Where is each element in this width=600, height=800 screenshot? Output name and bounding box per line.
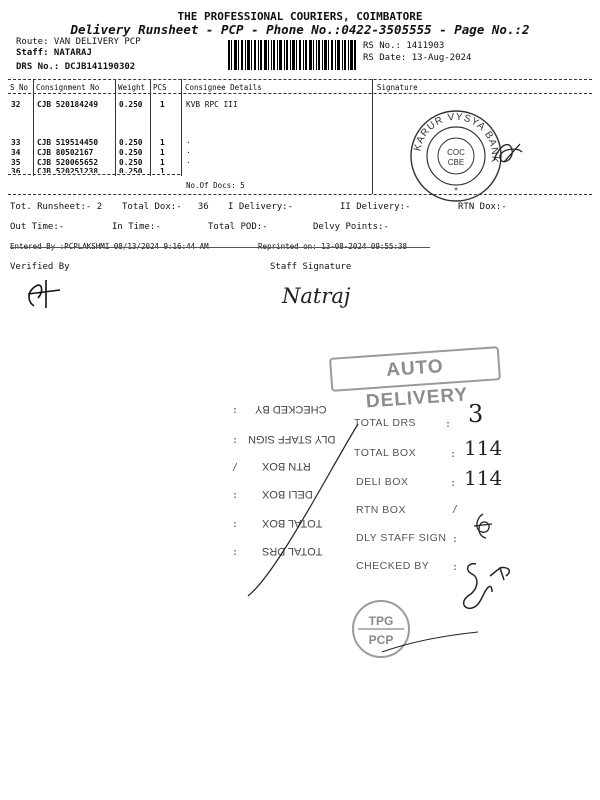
table-row-weight: 0.250 <box>119 158 143 167</box>
table-row-consignment: CJB 520251238 <box>37 167 99 173</box>
table-row-details: . <box>186 156 191 165</box>
total-pod: Total POD:- <box>208 222 268 232</box>
rtn-dox: RTN Dox:- <box>458 202 507 212</box>
entered-by: Entered By :PCPLAKSHMI 08/13/2024 9:16:44 AM <box>10 242 209 251</box>
svg-text:*: * <box>453 186 459 195</box>
table-row-weight: 0.250 <box>119 138 143 147</box>
tally-staff-sign-label: DLY STAFF SIGN <box>356 532 447 544</box>
table-row-details: . <box>186 136 191 145</box>
drs-number: DRS No.: DCJB141190302 <box>16 62 136 72</box>
table-row-sno: 33 <box>11 138 21 147</box>
pen-stroke <box>240 420 360 600</box>
i-delivery: I Delivery:- <box>228 202 294 212</box>
tally-total-drs-value: 3 <box>468 400 484 428</box>
inverted-rtn-box: RTN BOX <box>262 460 311 472</box>
table-row-weight: 0.250 <box>119 148 143 157</box>
verified-by-label: Verified By <box>10 262 70 272</box>
barcode <box>228 40 356 70</box>
table-row-details: KVB RPC III <box>186 100 238 109</box>
table-row-sno: 36 <box>11 167 21 173</box>
tally-rtn-box-label: RTN BOX <box>356 504 406 516</box>
tpg-stamp-stroke <box>380 630 480 656</box>
out-time: Out Time:- <box>10 222 65 232</box>
rs-number: RS No.: 1411903 <box>363 41 445 51</box>
inverted-staff-sign: DLY STAFF SIGN <box>248 433 336 445</box>
auto-delivery-stamp: AUTO DELIVERY <box>329 346 501 392</box>
table-row-pcs: 1 <box>160 138 165 147</box>
table-row-weight: 0.250 <box>119 100 143 109</box>
staff-signature: Natraj <box>282 284 351 308</box>
inverted-deli-box: DELI BOX <box>262 488 313 500</box>
tot-runsheet: Tot. Runsheet:- 2 <box>10 202 103 212</box>
inverted-checked-by: CHECKED BY <box>255 403 327 415</box>
total-dox: Total Dox:- 36 <box>122 202 209 212</box>
tpg-stamp-line2: PCP <box>368 633 394 647</box>
table-row-pcs: 1 <box>160 100 165 109</box>
bank-seal-center-bottom: CBE <box>447 158 465 167</box>
tally-checked-by-label: CHECKED BY <box>356 560 430 572</box>
table-row-weight: 0.250 <box>119 167 143 173</box>
table-row-consignment: CJB 520184249 <box>37 100 99 109</box>
tally-deli-box-value: 114 <box>464 466 503 490</box>
table-row-pcs: 1 <box>160 167 165 173</box>
signature-scribble-bank <box>490 136 526 170</box>
table-row-sno: 32 <box>11 100 21 109</box>
verified-signature <box>20 276 66 310</box>
table-row-consignment: CJB 520065652 <box>37 158 99 167</box>
tally-checked-signature <box>456 556 518 614</box>
delvy-points: Delvy Points:- <box>313 222 389 232</box>
staff-label: Staff: NATARAJ <box>16 48 92 58</box>
company-title: THE PROFESSIONAL COURIERS, COIMBATORE <box>177 10 423 23</box>
col-pcs: PCS <box>153 83 167 92</box>
table-row-pcs: 1 <box>160 158 165 167</box>
tally-total-box-value: 114 <box>464 436 503 460</box>
runsheet-title: Delivery Runsheet - PCP - Phone No.:0422-3505555 - Page No.:2 <box>70 22 530 37</box>
staff-signature-label: Staff Signature <box>270 262 352 272</box>
route-label: Route: VAN DELIVERY PCP <box>16 37 141 47</box>
table-row-consignment: CJB 519514450 <box>37 138 99 147</box>
col-consignee: Consignee Details <box>185 83 262 92</box>
col-sno: S No <box>10 83 29 92</box>
bank-seal-ring-text: KARUR VYSYA BANK <box>412 111 501 165</box>
tally-deli-box-label: DELI BOX <box>356 476 409 488</box>
tally-total-box-label: TOTAL BOX <box>354 447 417 459</box>
rs-date: RS Date: 13-Aug-2024 <box>363 53 472 63</box>
col-consignment: Consignment No <box>36 83 100 92</box>
tpg-stamp-line1: TPG <box>368 614 394 628</box>
table-row-consignment: CJB 80502167 <box>37 148 94 157</box>
inverted-total-box: TOTAL BOX <box>262 517 323 529</box>
table-row-details: . <box>186 146 191 155</box>
col-weight: Weight <box>118 83 146 92</box>
no-of-docs: No.Of Docs: 5 <box>186 181 245 190</box>
table-row-sno: 34 <box>11 148 21 157</box>
col-signature: Signature <box>377 83 418 92</box>
bank-seal-center-top: COC <box>447 148 465 157</box>
in-time: In Time:- <box>112 222 161 232</box>
tally-staff-signature <box>470 512 496 540</box>
table-row-clipped <box>8 167 178 173</box>
ii-delivery: II Delivery:- <box>340 202 411 212</box>
reprinted-on: Reprinted on: 13-08-2024 09:55:38 <box>258 242 408 251</box>
table-row-pcs: 1 <box>160 148 165 157</box>
inverted-total-drs: TOTAL DRS <box>262 545 323 557</box>
tally-total-drs-label: TOTAL DRS <box>354 417 417 429</box>
table-row-sno: 35 <box>11 158 21 167</box>
